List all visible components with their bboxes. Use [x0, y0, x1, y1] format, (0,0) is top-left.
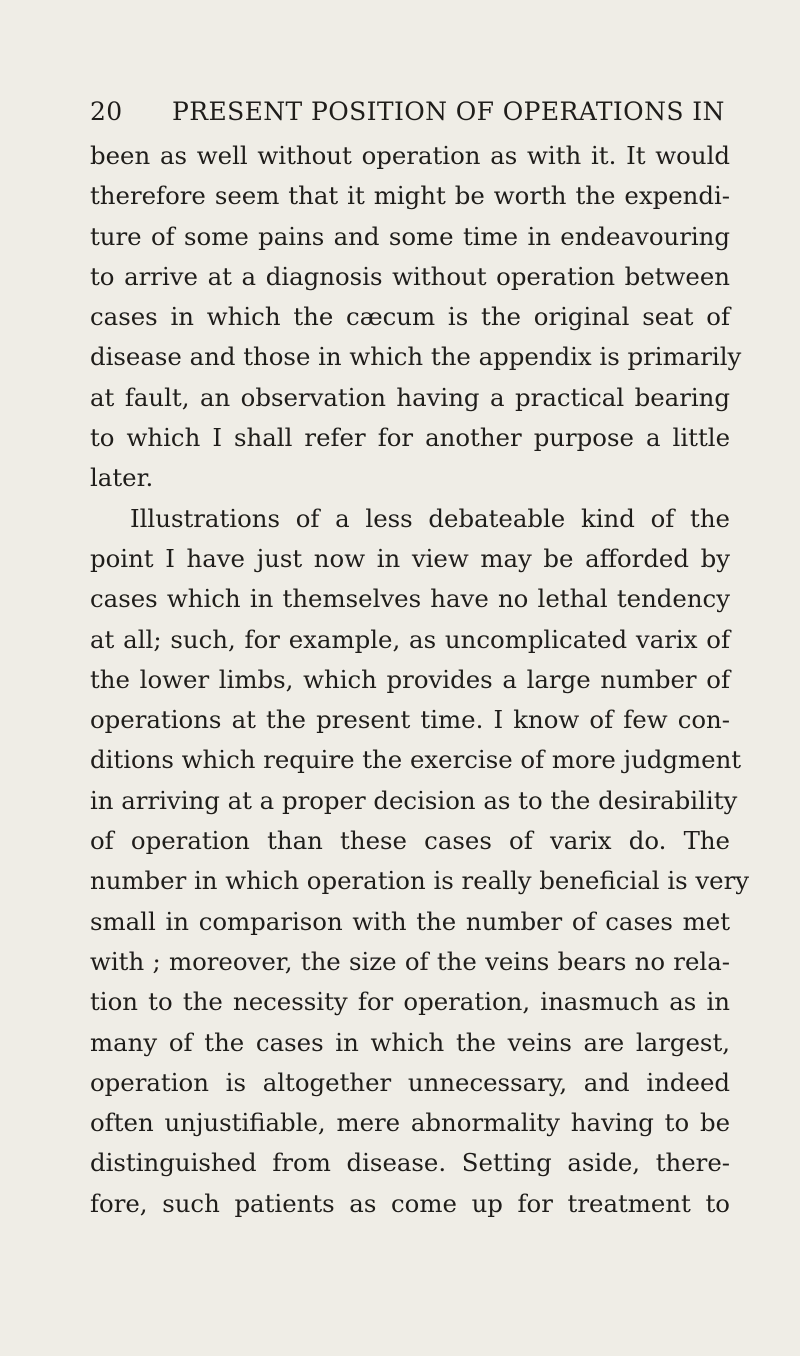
text-line: in arriving at a proper decision as to the desirability [90, 785, 738, 815]
text-line: been as well without operation as with it. It would [90, 141, 730, 170]
text-line: at fault, an observation having a practical bearing [90, 382, 730, 412]
text-line: disease and those in which the appendix is primarily [90, 342, 742, 372]
text-line: many of the cases in which the veins are largest, [90, 1027, 730, 1057]
text-line: fore, such patients as come up for treatment to [90, 1188, 730, 1218]
text-line: small in comparison with the number of cases met [90, 906, 730, 936]
text-line: operation is altogether unnecessary, and indeed [90, 1067, 730, 1097]
text-line: ture of some pains and some time in endeavouring [90, 221, 730, 251]
text-line: later. [90, 463, 154, 493]
text-line: to which I shall refer for another purpose a little [90, 423, 730, 453]
paragraph-first-line: Illustrations of a less debateable kind of the [130, 503, 730, 533]
text-line: the lower limbs, which provides a large number of [90, 664, 730, 694]
text-line: often unjustifiable, mere abnormality having to be [90, 1108, 730, 1138]
text-line: number in which operation is really beneficial is very [90, 866, 750, 896]
text-line: cases which in themselves have no lethal tendency [90, 584, 730, 614]
text-line: distinguished from disease. Setting aside, there- [90, 1148, 730, 1178]
page-number: 20 [90, 97, 123, 126]
text-line: at all; such, for example, as uncomplicated varix of [90, 624, 730, 654]
running-title: PRESENT POSITION OF OPERATIONS IN [172, 97, 725, 126]
page-header [90, 92, 725, 132]
text-line: cases in which the cæcum is the original seat of [90, 302, 730, 332]
text-line: tion to the necessity for operation, inasmuch as in [90, 987, 730, 1017]
text-line: with ; moreover, the size of the veins bears no rela- [90, 946, 730, 976]
text-line: ditions which require the exercise of more judgment [90, 745, 742, 775]
text-line: operations at the present time. I know of few con- [90, 705, 730, 735]
text-line: to arrive at a diagnosis without operation between [90, 261, 730, 291]
body-text [90, 136, 750, 1224]
text-line: therefore seem that it might be worth the expendi- [90, 181, 730, 211]
text-line: point I have just now in view may be afforded by [90, 543, 730, 573]
text-line: of operation than these cases of varix do. The [90, 826, 730, 856]
